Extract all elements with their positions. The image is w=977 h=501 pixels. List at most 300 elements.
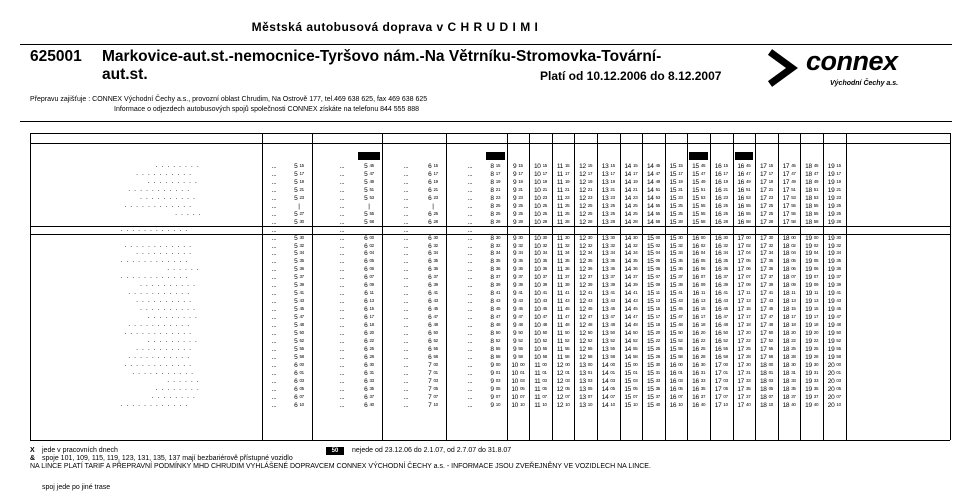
departure-time: 15 $^{35}$ bbox=[669, 258, 683, 266]
departure-time: 17 $^{15}$ bbox=[737, 306, 751, 314]
departure-time: 9 $^{35}$ bbox=[513, 258, 523, 266]
departure-time: 9 $^{30}$ bbox=[513, 234, 523, 242]
spacer-dots: ... bbox=[271, 306, 277, 314]
departure-time: 8 $^{41}$ bbox=[490, 290, 501, 298]
departure-time: 13 $^{55}$ bbox=[601, 345, 615, 353]
departure-time: 9 $^{25}$ bbox=[513, 202, 523, 210]
departure-time: 16 $^{51}$ bbox=[737, 186, 751, 194]
departure-time: 12 $^{05}$ bbox=[556, 385, 570, 393]
departure-time: 8 $^{37}$ bbox=[490, 274, 501, 282]
departure-time: 14 $^{30}$ bbox=[624, 234, 638, 242]
spacer-dots: ... bbox=[339, 250, 345, 258]
departure-time: 6 $^{19}$ bbox=[428, 178, 438, 186]
departure-time: 18 $^{00}$ bbox=[782, 234, 796, 242]
departure-time: 13 $^{05}$ bbox=[579, 385, 593, 393]
departure-time: 17 $^{35}$ bbox=[737, 385, 751, 393]
spacer-dots: ... bbox=[339, 218, 345, 226]
departure-time: 17 $^{35}$ bbox=[759, 258, 773, 266]
table-left-border bbox=[30, 133, 31, 440]
departure-time: 19 $^{06}$ bbox=[805, 266, 819, 274]
departure-time: 12 $^{36}$ bbox=[579, 266, 593, 274]
departure-time: 17 $^{20}$ bbox=[737, 329, 751, 337]
departure-time: 12 $^{28}$ bbox=[579, 218, 593, 226]
departure-time: 12 $^{50}$ bbox=[579, 329, 593, 337]
departure-time: 10 $^{30}$ bbox=[533, 234, 547, 242]
spacer-dots: ... bbox=[339, 298, 345, 306]
departure-time: 8 $^{28}$ bbox=[490, 218, 501, 226]
departure-time: 16 $^{20}$ bbox=[692, 329, 706, 337]
departure-time: 11 $^{19}$ bbox=[556, 178, 570, 186]
spacer-dots: ... bbox=[271, 226, 277, 234]
departure-time: 9 $^{34}$ bbox=[513, 250, 523, 258]
departure-time: 12 $^{32}$ bbox=[579, 242, 593, 250]
departure-time: 10 $^{37}$ bbox=[533, 274, 547, 282]
departure-time: 14 $^{25}$ bbox=[624, 210, 638, 218]
departure-time: 17 $^{30}$ bbox=[737, 361, 751, 369]
departure-time: 10 $^{15}$ bbox=[533, 163, 547, 170]
departure-time: 18 $^{05}$ bbox=[759, 385, 773, 393]
departure-time: 17 $^{45}$ bbox=[759, 306, 773, 314]
departure-time: 17 $^{41}$ bbox=[759, 290, 773, 298]
departure-time: 6 $^{28}$ bbox=[364, 353, 374, 361]
departure-time: 16 $^{34}$ bbox=[714, 250, 728, 258]
departure-time: 8 $^{39}$ bbox=[490, 282, 501, 290]
departure-time: 15 $^{43}$ bbox=[669, 298, 683, 306]
departure-time: 6 $^{04}$ bbox=[364, 250, 374, 258]
spacer-dots: ... bbox=[339, 210, 345, 218]
departure-time: 16 $^{00}$ bbox=[692, 234, 706, 242]
departure-time: 10 $^{35}$ bbox=[533, 258, 547, 266]
spacer-dots: ... bbox=[467, 210, 473, 218]
departure-time: 6 $^{00}$ bbox=[364, 234, 374, 242]
departure-time: 8 $^{55}$ bbox=[490, 345, 501, 353]
departure-time: 10 $^{55}$ bbox=[533, 345, 547, 353]
spacer-dots: ... bbox=[339, 353, 345, 361]
departure-time: 19 $^{05}$ bbox=[805, 258, 819, 266]
spacer-dots: ... bbox=[339, 322, 345, 329]
departure-time: 13 $^{01}$ bbox=[579, 369, 593, 377]
departure-time: 16 $^{43}$ bbox=[714, 298, 728, 306]
departure-time: 5 $^{15}$ bbox=[294, 163, 304, 170]
departure-time: 6 $^{32}$ bbox=[428, 242, 438, 250]
departure-time: 15 $^{11}$ bbox=[647, 290, 660, 298]
departure-time: 17 $^{28}$ bbox=[759, 218, 773, 226]
departure-time: 17 $^{39}$ bbox=[759, 282, 773, 290]
departure-time: 18 $^{13}$ bbox=[782, 298, 796, 306]
departure-time: 14 $^{21}$ bbox=[624, 186, 638, 194]
departure-time: 19 $^{47}$ bbox=[827, 314, 841, 322]
departure-time: 16 $^{03}$ bbox=[669, 377, 683, 385]
departure-time: 17 $^{00}$ bbox=[714, 361, 728, 369]
departure-time: 6 $^{43}$ bbox=[428, 298, 438, 306]
departure-time: 18 $^{25}$ bbox=[782, 345, 796, 353]
departure-time: 11 $^{47}$ bbox=[556, 314, 570, 322]
stop-leader: . . . . . . . . . . bbox=[136, 249, 193, 257]
spacer-dots: ... bbox=[403, 314, 409, 322]
stop-leader: . . . . . . . . bbox=[155, 384, 200, 392]
stop-leader: . . . . . . . . bbox=[155, 162, 200, 169]
departure-time: 13 $^{47}$ bbox=[601, 314, 615, 322]
spacer-dots: ... bbox=[271, 353, 277, 361]
spacer-dots: ... bbox=[403, 242, 409, 250]
departure-time: 19 $^{25}$ bbox=[827, 210, 841, 218]
departure-time: 17 $^{52}$ bbox=[759, 337, 773, 345]
departure-time: 18 $^{02}$ bbox=[782, 242, 796, 250]
departure-time: 15 $^{45}$ bbox=[669, 306, 683, 314]
spacer-dots: ... bbox=[467, 353, 473, 361]
departure-time: 15 $^{30}$ bbox=[669, 234, 683, 242]
stop-leader: . . . . . . . . . . . bbox=[132, 368, 195, 376]
spacer-dots: ... bbox=[271, 186, 277, 194]
departure-time: 13 $^{23}$ bbox=[601, 194, 615, 202]
spacer-dots: ... bbox=[339, 329, 345, 337]
trip-col-divider bbox=[382, 133, 383, 440]
trip-50-badge bbox=[358, 152, 380, 160]
departure-time: 10 $^{23}$ bbox=[533, 194, 547, 202]
departure-time: 16 $^{30}$ bbox=[692, 361, 706, 369]
stop-leader: . . . . . . . . . . . . bbox=[124, 360, 193, 368]
departure-time: 9 $^{05}$ bbox=[490, 385, 501, 393]
departure-time: 11 $^{55}$ bbox=[556, 345, 570, 353]
departure-time: 5 $^{55}$ bbox=[364, 210, 374, 218]
departure-time: 18 $^{47}$ bbox=[805, 170, 819, 178]
departure-time: 16 $^{50}$ bbox=[714, 329, 728, 337]
departure-time: 18 $^{15}$ bbox=[782, 306, 796, 314]
departure-time: 18 $^{28}$ bbox=[782, 353, 796, 361]
departure-time: 15 $^{41}$ bbox=[669, 290, 683, 298]
departure-time: 14 $^{05}$ bbox=[601, 385, 615, 393]
spacer-dots: ... bbox=[271, 345, 277, 353]
departure-time: 16 $^{40}$ bbox=[692, 401, 706, 409]
departure-time: 5 $^{48}$ bbox=[294, 322, 304, 329]
departure-time: 11 $^{34}$ bbox=[556, 250, 570, 258]
departure-time: 13 $^{30}$ bbox=[601, 234, 615, 242]
departure-time: 14 $^{48}$ bbox=[624, 322, 638, 329]
connex-logo-text: connex bbox=[806, 46, 898, 76]
departure-time: 17 $^{43}$ bbox=[759, 298, 773, 306]
spacer-dots: ... bbox=[271, 242, 277, 250]
spacer-dots: ... bbox=[403, 401, 409, 409]
departure-time: 18 $^{01}$ bbox=[759, 369, 773, 377]
departure-time: 15 $^{58}$ bbox=[692, 218, 706, 226]
spacer-dots: ... bbox=[467, 306, 473, 314]
departure-time: 19 $^{35}$ bbox=[805, 385, 819, 393]
departure-time: 12 $^{25}$ bbox=[579, 210, 593, 218]
departure-time: 12 $^{01}$ bbox=[556, 369, 570, 377]
spacer-dots: ... bbox=[339, 226, 345, 234]
departure-time: 17 $^{04}$ bbox=[737, 250, 751, 258]
departure-time: 14 $^{39}$ bbox=[624, 282, 638, 290]
departure-time: 8 $^{30}$ bbox=[490, 234, 501, 242]
departure-time: 20 $^{00}$ bbox=[827, 361, 841, 369]
spacer-dots: ... bbox=[403, 353, 409, 361]
departure-time: 15 $^{55}$ bbox=[669, 345, 683, 353]
departure-time: 11 $^{21}$ bbox=[556, 186, 570, 194]
departure-time: 17 $^{48}$ bbox=[759, 322, 773, 329]
spacer-dots: ... bbox=[271, 322, 277, 329]
departure-time: 12 $^{55}$ bbox=[579, 345, 593, 353]
departure-time: 10 $^{25}$ bbox=[533, 202, 547, 210]
spacer-dots: ... bbox=[339, 163, 345, 170]
departure-time: 15 $^{47}$ bbox=[692, 170, 706, 178]
departure-time: 8 $^{50}$ bbox=[490, 329, 501, 337]
departure-time: 19 $^{32}$ bbox=[827, 242, 841, 250]
departure-time: 16 $^{07}$ bbox=[669, 393, 683, 401]
departure-time: 17 $^{06}$ bbox=[737, 266, 751, 274]
departure-time: 8 $^{25}$ bbox=[490, 210, 501, 218]
departure-time: 18 $^{20}$ bbox=[782, 329, 796, 337]
spacer-dots: ... bbox=[467, 329, 473, 337]
stop-leader: . . . . . . . . . . . . bbox=[120, 400, 189, 408]
spacer-dots: ... bbox=[339, 258, 345, 266]
stop-leader: . . . . . . . . . . bbox=[140, 281, 196, 289]
departure-time: 16 $^{31}$ bbox=[692, 369, 706, 377]
spacer-dots: ... bbox=[467, 290, 473, 298]
departure-time: 18 $^{07}$ bbox=[759, 393, 773, 401]
departure-time: 16 $^{19}$ bbox=[714, 178, 728, 186]
departure-time: 16 $^{09}$ bbox=[692, 282, 706, 290]
stop-leader: . . . . . . . . . . . bbox=[128, 352, 191, 360]
spacer-dots: ... bbox=[339, 290, 345, 298]
departure-time: 6 $^{15}$ bbox=[428, 163, 438, 170]
departure-time: 12 $^{45}$ bbox=[579, 306, 593, 314]
departure-time: 17 $^{17}$ bbox=[759, 170, 773, 178]
departure-time: 18 $^{04}$ bbox=[782, 250, 796, 258]
departure-time: 16 $^{48}$ bbox=[714, 322, 728, 329]
departure-time: 18 $^{03}$ bbox=[759, 377, 773, 385]
departure-time: 10 $^{47}$ bbox=[533, 314, 547, 322]
departure-time: 6 $^{06}$ bbox=[364, 266, 374, 274]
spacer-dots: ... bbox=[467, 170, 473, 178]
departure-time: 16 $^{32}$ bbox=[714, 242, 728, 250]
departure-time: 11 $^{58}$ bbox=[556, 353, 570, 361]
departure-time: 12 $^{15}$ bbox=[579, 163, 593, 170]
table-bottom-border bbox=[30, 440, 950, 441]
departure-time: 6 $^{30}$ bbox=[428, 234, 438, 242]
departure-time: 13 $^{58}$ bbox=[601, 353, 615, 361]
departure-time: 10 $^{01}$ bbox=[511, 369, 525, 377]
departure-time: 20 $^{07}$ bbox=[827, 393, 841, 401]
departure-time: 7 $^{00}$ bbox=[428, 361, 438, 369]
departure-time: 14 $^{34}$ bbox=[624, 250, 638, 258]
departure-time: 11 $^{32}$ bbox=[556, 242, 570, 250]
spacer-dots: ... bbox=[467, 322, 473, 329]
departure-time: 15 $^{17}$ bbox=[646, 314, 660, 322]
note-workdays: jede v pracovních dnech bbox=[42, 447, 118, 454]
spacer-dots: ... bbox=[403, 345, 409, 353]
departure-time: 17 $^{49}$ bbox=[782, 178, 796, 186]
departure-time: 9 $^{00}$ bbox=[490, 361, 501, 369]
departure-time: 16 $^{05}$ bbox=[669, 385, 683, 393]
spacer-dots: ... bbox=[403, 290, 409, 298]
stop-leader: . . . . . . . . . . bbox=[136, 344, 193, 352]
departure-time: 11 $^{01}$ bbox=[534, 369, 547, 377]
departure-time: 14 $^{55}$ bbox=[624, 345, 638, 353]
spacer-dots: ... bbox=[467, 250, 473, 258]
departure-time: | bbox=[368, 202, 370, 210]
departure-time: 9 $^{47}$ bbox=[513, 314, 523, 322]
spacer-dots: ... bbox=[467, 266, 473, 274]
departure-time: 10 $^{07}$ bbox=[511, 393, 525, 401]
departure-time: 13 $^{32}$ bbox=[601, 242, 615, 250]
departure-time: 11 $^{35}$ bbox=[556, 258, 570, 266]
departure-time: 17 $^{51}$ bbox=[782, 186, 796, 194]
spacer-dots: ... bbox=[403, 274, 409, 282]
spacer-dots: ... bbox=[271, 274, 277, 282]
departure-time: 17 $^{25}$ bbox=[759, 210, 773, 218]
departure-time: 15 $^{22}$ bbox=[646, 337, 660, 345]
departure-time: 18 $^{40}$ bbox=[782, 401, 796, 409]
departure-time: 14 $^{37}$ bbox=[624, 274, 638, 282]
departure-time: 14 $^{53}$ bbox=[646, 194, 660, 202]
departure-time: 5 $^{39}$ bbox=[294, 282, 304, 290]
departure-time: 7 $^{01}$ bbox=[428, 369, 438, 377]
departure-time: 13 $^{28}$ bbox=[601, 218, 615, 226]
departure-time: 12 $^{03}$ bbox=[556, 377, 570, 385]
departure-time: 15 $^{47}$ bbox=[669, 314, 683, 322]
departure-time: 5 $^{49}$ bbox=[364, 178, 374, 186]
departure-time: 14 $^{10}$ bbox=[601, 401, 615, 409]
departure-time: 17 $^{09}$ bbox=[737, 282, 751, 290]
departure-time: 16 $^{21}$ bbox=[714, 186, 728, 194]
departure-time: 14 $^{55}$ bbox=[646, 210, 660, 218]
departure-time: 11 $^{48}$ bbox=[556, 322, 570, 329]
departure-time: 15 $^{37}$ bbox=[669, 274, 683, 282]
table-top-border bbox=[30, 133, 950, 134]
departure-time: 9 $^{03}$ bbox=[490, 377, 501, 385]
departure-time: 17 $^{53}$ bbox=[782, 194, 796, 202]
departure-time: 9 $^{01}$ bbox=[490, 369, 501, 377]
departure-time: 19 $^{15}$ bbox=[805, 306, 819, 314]
spacer-dots: ... bbox=[403, 282, 409, 290]
departure-time: 14 $^{58}$ bbox=[624, 353, 638, 361]
departure-time: 19 $^{18}$ bbox=[805, 322, 819, 329]
departure-time: 18 $^{58}$ bbox=[805, 218, 819, 226]
departure-time: 8 $^{52}$ bbox=[490, 337, 501, 345]
departure-time: 12 $^{35}$ bbox=[579, 258, 593, 266]
departure-time: 11 $^{15}$ bbox=[556, 163, 570, 170]
departure-time: 17 $^{17}$ bbox=[737, 314, 751, 322]
departure-time: 6 $^{37}$ bbox=[428, 274, 438, 282]
departure-time: 13 $^{21}$ bbox=[601, 186, 615, 194]
departure-time: 5 $^{45}$ bbox=[364, 163, 374, 170]
spacer-dots: ... bbox=[467, 369, 473, 377]
departure-time: 6 $^{18}$ bbox=[364, 322, 374, 329]
departure-time: 9 $^{15}$ bbox=[513, 163, 523, 170]
departure-time: 10 $^{34}$ bbox=[533, 250, 547, 258]
departure-time: 6 $^{25}$ bbox=[428, 210, 438, 218]
spacer-dots: ... bbox=[271, 202, 277, 210]
departure-time: 5 $^{51}$ bbox=[364, 186, 374, 194]
departure-time: 14 $^{58}$ bbox=[646, 218, 660, 226]
departure-time: 11 $^{50}$ bbox=[556, 329, 570, 337]
departure-time: 11 $^{39}$ bbox=[556, 282, 570, 290]
departure-time: 14 $^{07}$ bbox=[601, 393, 615, 401]
departure-time: 18 $^{37}$ bbox=[782, 393, 796, 401]
departure-time: 16 $^{04}$ bbox=[692, 250, 706, 258]
departure-time: 13 $^{43}$ bbox=[601, 298, 615, 306]
departure-time: 15 $^{01}$ bbox=[624, 369, 638, 377]
spacer-dots: ... bbox=[339, 282, 345, 290]
spacer-dots: ... bbox=[339, 337, 345, 345]
departure-time: 19 $^{25}$ bbox=[805, 345, 819, 353]
departure-time: 17 $^{36}$ bbox=[759, 266, 773, 274]
departure-time: 9 $^{23}$ bbox=[513, 194, 523, 202]
departure-time: 15 $^{20}$ bbox=[646, 329, 660, 337]
departure-time: 12 $^{48}$ bbox=[579, 322, 593, 329]
departure-time: 12 $^{47}$ bbox=[579, 314, 593, 322]
departure-time: 6 $^{36}$ bbox=[428, 266, 438, 274]
departure-time: 6 $^{28}$ bbox=[428, 218, 438, 226]
departure-time: 14 $^{55}$ bbox=[646, 202, 660, 210]
departure-time: 19 $^{48}$ bbox=[827, 322, 841, 329]
departure-time: 7 $^{03}$ bbox=[428, 377, 438, 385]
spacer-dots: ... bbox=[403, 186, 409, 194]
spacer-dots: ... bbox=[271, 258, 277, 266]
departure-time: 10 $^{58}$ bbox=[533, 353, 547, 361]
departure-time: 11 $^{36}$ bbox=[556, 266, 570, 274]
departure-time: 19 $^{09}$ bbox=[805, 282, 819, 290]
departure-time: 12 $^{23}$ bbox=[579, 194, 593, 202]
departure-time: 13 $^{52}$ bbox=[601, 337, 615, 345]
departure-time: 11 $^{23}$ bbox=[556, 194, 570, 202]
departure-time: 5 $^{30}$ bbox=[294, 234, 304, 242]
spacer-dots: ... bbox=[403, 194, 409, 202]
departure-time: 6 $^{55}$ bbox=[428, 345, 438, 353]
spacer-dots: ... bbox=[339, 393, 345, 401]
spacer-dots: ... bbox=[271, 314, 277, 322]
departure-time: 13 $^{07}$ bbox=[579, 393, 593, 401]
departure-time: 12 $^{17}$ bbox=[579, 170, 593, 178]
departure-time: 17 $^{07}$ bbox=[737, 274, 751, 282]
departure-time: 15 $^{09}$ bbox=[646, 282, 660, 290]
spacer-dots: ... bbox=[467, 361, 473, 369]
note-50-badge: 50 bbox=[326, 447, 344, 455]
departure-time: 15 $^{00}$ bbox=[646, 234, 660, 242]
departure-time: 15 $^{31}$ bbox=[646, 369, 660, 377]
spacer-dots: ... bbox=[467, 282, 473, 290]
departure-time: 15 $^{05}$ bbox=[624, 385, 638, 393]
departure-time: 15 $^{28}$ bbox=[669, 218, 683, 226]
departure-time: 17 $^{07}$ bbox=[714, 393, 728, 401]
departure-time: 17 $^{40}$ bbox=[737, 401, 751, 409]
departure-time: 14 $^{03}$ bbox=[601, 377, 615, 385]
departure-time: 10 $^{43}$ bbox=[533, 298, 547, 306]
spacer-dots: ... bbox=[339, 234, 345, 242]
departure-time: 6 $^{03}$ bbox=[294, 377, 304, 385]
spacer-dots: ... bbox=[339, 186, 345, 194]
stop-leader: . . . . . bbox=[175, 209, 202, 217]
spacer-dots: ... bbox=[271, 234, 277, 242]
departure-time: 11 $^{03}$ bbox=[534, 377, 547, 385]
departure-time: 20 $^{03}$ bbox=[827, 377, 841, 385]
departure-time: 10 $^{32}$ bbox=[533, 242, 547, 250]
departure-time: 9 $^{17}$ bbox=[513, 170, 523, 178]
departure-time: 16 $^{10}$ bbox=[669, 401, 683, 409]
stop-leader: . . . . . . . . . . . . bbox=[124, 328, 193, 336]
departure-time: 12 $^{19}$ bbox=[579, 178, 593, 186]
departure-time: 12 $^{37}$ bbox=[579, 274, 593, 282]
departure-time: 13 $^{03}$ bbox=[579, 377, 593, 385]
departure-time: 13 $^{39}$ bbox=[601, 282, 615, 290]
spacer-dots: ... bbox=[403, 298, 409, 306]
departure-time: 9 $^{55}$ bbox=[513, 345, 523, 353]
departure-time: 9 $^{50}$ bbox=[513, 329, 523, 337]
route-title-line1: Markovice-aut.st.-nemocnice-Tyršovo nám.-Na Větrníku-Stromovka-Tovární- bbox=[102, 48, 662, 65]
trip-col-divider bbox=[446, 133, 447, 440]
spacer-dots: ... bbox=[339, 202, 345, 210]
departure-time: 13 $^{10}$ bbox=[579, 401, 593, 409]
